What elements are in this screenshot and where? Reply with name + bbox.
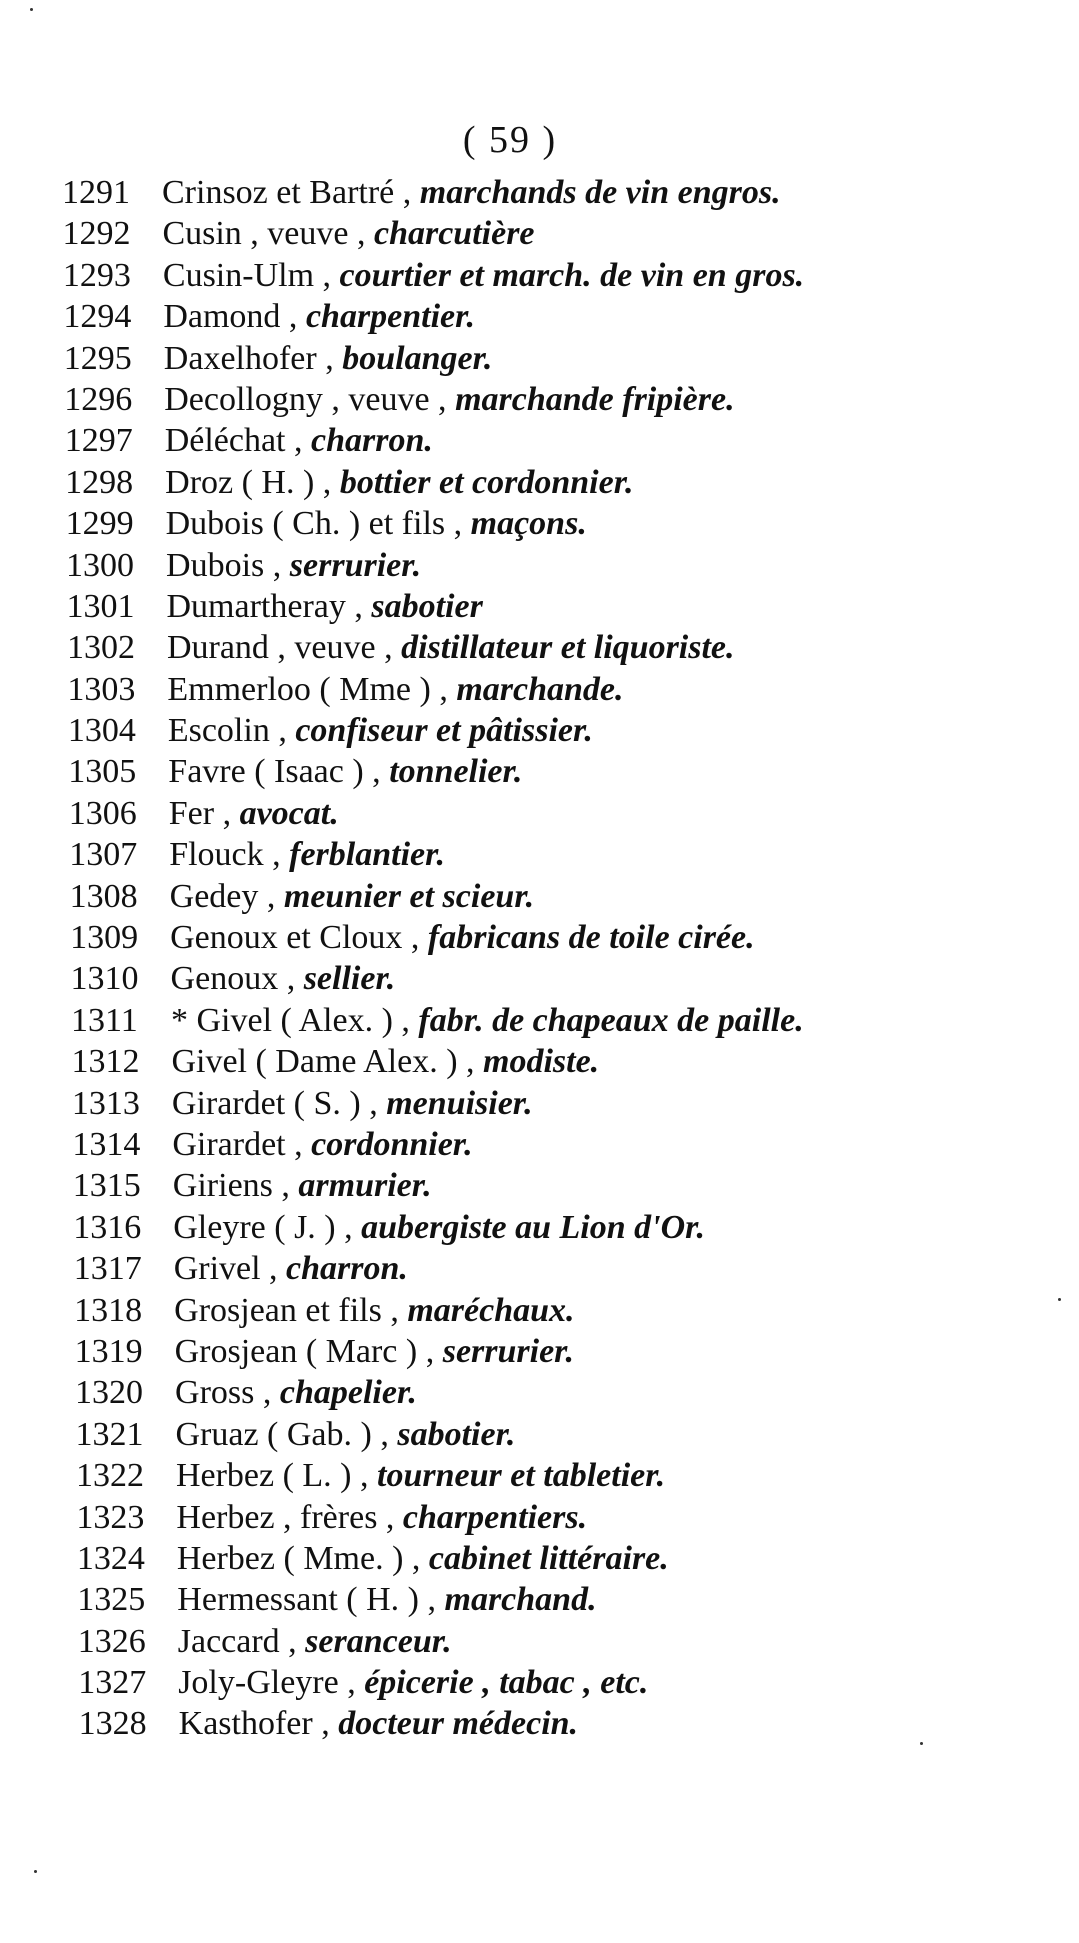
entry-name: Grosjean et fils , bbox=[174, 1291, 399, 1329]
entry-trade: marchand. bbox=[444, 1581, 597, 1619]
entry-name: Herbez ( Mme. ) , bbox=[176, 1539, 421, 1577]
list-item bbox=[62, 793, 1052, 834]
entry-name: Cusin , veuve , bbox=[162, 215, 366, 253]
entry-name: Droz ( H. ) , bbox=[165, 463, 332, 501]
entry-name: Durand , veuve , bbox=[166, 629, 393, 667]
entry-trade: ferblantier. bbox=[289, 836, 445, 874]
list-item bbox=[62, 1165, 1052, 1206]
entry-name: Girardet ( S. ) , bbox=[171, 1084, 378, 1122]
entry-name: Jaccard , bbox=[177, 1622, 297, 1660]
list-item bbox=[62, 1538, 1052, 1579]
entry-trade: charron. bbox=[311, 422, 433, 460]
entry-trade: bottier et cordonnier. bbox=[339, 463, 634, 501]
list-item bbox=[62, 1579, 1052, 1620]
list-item bbox=[62, 1621, 1052, 1662]
entry-number: 1296 bbox=[64, 380, 133, 418]
list-item bbox=[62, 1124, 1052, 1165]
entry-trade: épicerie , tabac , etc. bbox=[364, 1664, 649, 1702]
entry-trade: armurier. bbox=[298, 1167, 432, 1205]
list-item bbox=[62, 296, 1052, 337]
entry-number: 1299 bbox=[65, 505, 134, 543]
entry-number: 1304 bbox=[67, 712, 136, 750]
entry-number: 1300 bbox=[66, 546, 135, 584]
entry-trade: charcutière bbox=[373, 215, 535, 253]
entry-number: 1295 bbox=[63, 339, 132, 377]
entry-name: Kasthofer , bbox=[178, 1705, 330, 1743]
list-item bbox=[62, 1497, 1052, 1538]
list-item bbox=[62, 1207, 1052, 1248]
list-item bbox=[62, 338, 1052, 379]
entry-name: Gruaz ( Gab. ) , bbox=[175, 1415, 389, 1453]
entry-name: Cusin-Ulm , bbox=[162, 256, 332, 294]
scan-speck bbox=[34, 1870, 37, 1873]
entry-name: Crinsoz et Bartré , bbox=[162, 174, 412, 211]
scan-speck bbox=[1058, 1298, 1061, 1301]
entry-number: 1298 bbox=[65, 463, 134, 501]
entry-trade: menuisier. bbox=[386, 1084, 533, 1122]
entry-name: Escolin , bbox=[167, 712, 287, 750]
entry-trade: boulanger. bbox=[342, 339, 493, 377]
list-item bbox=[62, 1414, 1052, 1455]
entry-name: Fer , bbox=[168, 794, 232, 832]
entry-number: 1309 bbox=[70, 919, 139, 957]
list-item bbox=[62, 255, 1052, 296]
entry-trade: cordonnier. bbox=[311, 1125, 473, 1163]
list-item bbox=[62, 1662, 1052, 1703]
list-item bbox=[62, 1290, 1052, 1331]
list-item bbox=[62, 379, 1052, 420]
entry-name: Gleyre ( J. ) , bbox=[173, 1208, 353, 1246]
entry-trade: sabotier. bbox=[397, 1415, 516, 1453]
entry-name: Herbez , frères , bbox=[176, 1498, 395, 1536]
entry-trade: avocat. bbox=[239, 794, 339, 832]
entry-name: Hermessant ( H. ) , bbox=[177, 1581, 436, 1619]
entry-name: Grivel , bbox=[173, 1250, 278, 1288]
entry-trade: meunier et scieur. bbox=[283, 877, 535, 915]
entry-name: Daxelhofer , bbox=[163, 339, 334, 377]
list-item bbox=[62, 627, 1052, 668]
entry-trade: courtier et march. de vin en gros. bbox=[339, 256, 805, 294]
entry-number: 1297 bbox=[64, 422, 133, 460]
entry-trade: distillateur et liquoriste. bbox=[401, 629, 735, 667]
list-item bbox=[62, 710, 1052, 751]
list-item bbox=[62, 503, 1052, 544]
entry-name: Girardet , bbox=[172, 1125, 303, 1163]
entry-number: 1328 bbox=[78, 1705, 147, 1743]
entry-trade: charpentiers. bbox=[402, 1498, 588, 1536]
list-item bbox=[62, 1000, 1052, 1041]
entry-trade: maçons. bbox=[470, 505, 587, 543]
entry-number: 1321 bbox=[75, 1415, 144, 1453]
entry-number: 1320 bbox=[75, 1374, 144, 1412]
entry-number: 1293 bbox=[62, 256, 131, 294]
entry-number: 1305 bbox=[68, 753, 137, 791]
entry-number: 1311 bbox=[71, 1001, 138, 1039]
list-item bbox=[62, 213, 1052, 254]
list-item bbox=[62, 1331, 1052, 1372]
list-item bbox=[62, 669, 1052, 710]
list-item bbox=[62, 586, 1052, 627]
entry-name: Herbez ( L. ) , bbox=[175, 1457, 369, 1495]
entry-trade: charron. bbox=[286, 1250, 408, 1288]
entry-number: 1317 bbox=[73, 1250, 142, 1288]
entry-name: Givel ( Dame Alex. ) , bbox=[171, 1043, 475, 1081]
entry-number: 1306 bbox=[68, 794, 137, 832]
list-item bbox=[62, 545, 1052, 586]
entry-number: 1319 bbox=[74, 1332, 143, 1370]
list-item bbox=[62, 1248, 1052, 1289]
entry-trade: chapelier. bbox=[279, 1374, 417, 1412]
entry-number: 1316 bbox=[73, 1208, 142, 1246]
entry-trade: fabr. de chapeaux de paille. bbox=[418, 1001, 804, 1039]
entry-number: 1324 bbox=[76, 1539, 145, 1577]
entry-number: 1313 bbox=[71, 1084, 140, 1122]
list-item bbox=[62, 1455, 1052, 1496]
entry-number: 1307 bbox=[69, 836, 138, 874]
entry-trade: tonnelier. bbox=[389, 753, 523, 791]
entry-name: Dumartheray , bbox=[166, 587, 363, 625]
entry-number: 1292 bbox=[62, 215, 131, 253]
entry-trade: charpentier. bbox=[305, 298, 476, 336]
entry-number: 1301 bbox=[66, 587, 135, 625]
entry-name: Genoux , bbox=[170, 960, 296, 998]
entry-trade: marchands de vin engros. bbox=[419, 174, 781, 211]
entry-number: 1312 bbox=[71, 1043, 140, 1081]
entry-number: 1318 bbox=[74, 1291, 143, 1329]
entry-name: Emmerloo ( Mme ) , bbox=[167, 670, 448, 708]
entry-name: Dubois ( Ch. ) et fils , bbox=[165, 505, 463, 543]
entry-number: 1314 bbox=[72, 1125, 141, 1163]
list-item bbox=[62, 876, 1052, 917]
entry-name: Giriens , bbox=[172, 1167, 290, 1205]
entry-name: Genoux et Cloux , bbox=[170, 919, 420, 957]
entry-number: 1291 bbox=[62, 174, 130, 211]
list-item bbox=[62, 1372, 1052, 1413]
entry-number: 1327 bbox=[78, 1664, 147, 1702]
list-item bbox=[62, 1083, 1052, 1124]
entry-trade: sellier. bbox=[303, 960, 396, 998]
list-item bbox=[62, 1703, 1052, 1744]
scan-speck bbox=[920, 1742, 923, 1745]
entry-name: Damond , bbox=[163, 298, 298, 336]
entry-name: Favre ( Isaac ) , bbox=[168, 753, 381, 791]
entry-name: Decollogny , veuve , bbox=[164, 380, 447, 418]
entry-list bbox=[62, 172, 1052, 1745]
scan-speck bbox=[30, 8, 33, 11]
list-item bbox=[62, 958, 1052, 999]
entry-number: 1322 bbox=[75, 1457, 144, 1495]
entry-trade: maréchaux. bbox=[407, 1291, 575, 1329]
entry-number: 1303 bbox=[67, 670, 136, 708]
entry-trade: tourneur et tabletier. bbox=[377, 1457, 666, 1495]
entry-name: Dubois , bbox=[166, 546, 282, 584]
entry-number: 1325 bbox=[77, 1581, 146, 1619]
entry-number: 1323 bbox=[76, 1498, 145, 1536]
list-item bbox=[62, 462, 1052, 503]
entry-name: Joly-Gleyre , bbox=[178, 1664, 356, 1702]
entry-trade: cabinet littéraire. bbox=[428, 1539, 669, 1577]
entry-trade: seranceur. bbox=[305, 1622, 452, 1660]
list-item bbox=[62, 834, 1052, 875]
entry-trade: sabotier bbox=[371, 587, 483, 625]
entry-trade: serrurier. bbox=[442, 1332, 575, 1370]
entry-trade: serrurier. bbox=[289, 546, 422, 584]
entry-name: Gross , bbox=[175, 1374, 272, 1412]
entry-trade: docteur médecin. bbox=[338, 1705, 579, 1743]
entry-number: 1308 bbox=[69, 877, 138, 915]
entry-number: 1315 bbox=[72, 1167, 141, 1205]
entry-name: Grosjean ( Marc ) , bbox=[174, 1332, 435, 1370]
entry-trade: marchande. bbox=[456, 670, 624, 708]
entry-name: Flouck , bbox=[169, 836, 281, 874]
entry-number: 1294 bbox=[63, 298, 132, 336]
entry-number: 1302 bbox=[66, 629, 135, 667]
entry-number: 1310 bbox=[70, 960, 139, 998]
entry-name: * Givel ( Alex. ) , bbox=[171, 1001, 410, 1039]
page-number: ( 59 ) bbox=[462, 119, 558, 161]
list-item bbox=[62, 420, 1052, 461]
entry-trade: fabricans de toile cirée. bbox=[427, 919, 755, 957]
entry-trade: aubergiste au Lion d'Or. bbox=[361, 1208, 705, 1246]
list-item bbox=[62, 172, 1052, 213]
list-item bbox=[62, 1041, 1052, 1082]
entry-trade: marchande fripière. bbox=[455, 380, 735, 418]
entry-name: Gedey , bbox=[169, 877, 276, 915]
entry-name: Déléchat , bbox=[164, 422, 303, 460]
entry-trade: modiste. bbox=[483, 1043, 600, 1081]
list-item bbox=[62, 917, 1052, 958]
list-item bbox=[62, 751, 1052, 792]
entry-number: 1326 bbox=[77, 1622, 146, 1660]
entry-trade: confiseur et pâtissier. bbox=[295, 712, 593, 750]
